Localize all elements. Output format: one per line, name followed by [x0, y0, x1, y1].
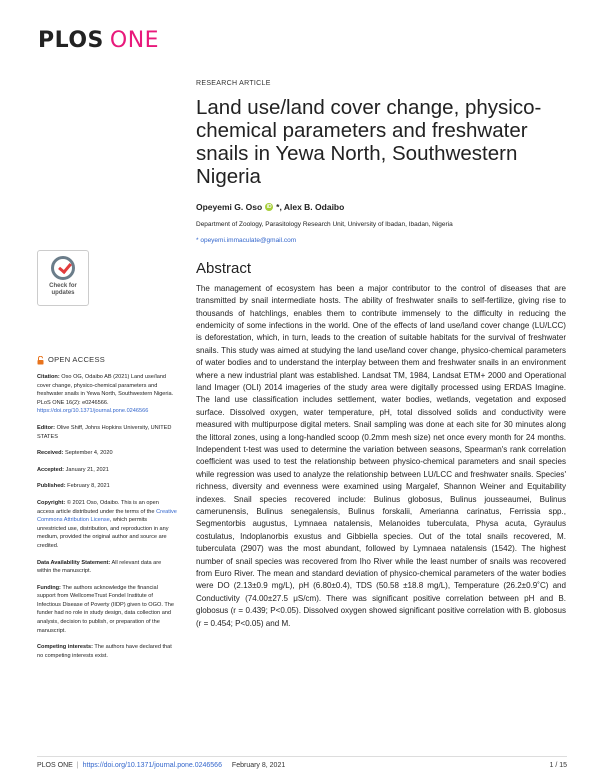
citation-label: Citation:: [37, 374, 60, 380]
citation: [37, 373, 177, 416]
open-access-label: OPEN ACCESS: [48, 355, 106, 365]
article-title: Land use/land cover change, physico-chemical parameters and freshwater snails in Yewa North, Southwestern Nigeria: [196, 96, 542, 188]
received-label: Received:: [37, 450, 64, 457]
editor-label: Editor:: [37, 424, 56, 431]
author-rest: *, Alex B. Odaibo: [276, 201, 345, 212]
editor-text: Olive Shiff, Johns Hopkins University, UNITED STATES: [37, 424, 172, 440]
accepted-date: January 21, 2021: [65, 466, 109, 473]
check-for-updates-icon: [51, 256, 75, 280]
accepted: [37, 466, 177, 475]
article-main: [196, 80, 566, 630]
page-footer: [37, 762, 567, 769]
affiliation: Department of Zoology, Parasitology Research Unit, University of Ibadan, Ibadan, Nigeria: [196, 220, 453, 228]
footer-doi-link[interactable]: https://doi.org/10.1371/journal.pone.0246566: [82, 762, 222, 769]
received: [37, 449, 177, 458]
published-date: February 8, 2021: [67, 483, 110, 490]
copyright-label: Copyright:: [37, 499, 66, 506]
badge-line2: updates: [51, 290, 75, 296]
copyright-text: © 2021 Oso, Odaibo. This is an open access article distributed under the terms of the: [37, 499, 159, 515]
received-date: September 4, 2020: [65, 450, 113, 457]
citation-doi-link[interactable]: https://doi.org/10.1371/journal.pone.0246566: [37, 408, 149, 415]
funding: [37, 584, 177, 636]
footer-date: February 8, 2021: [231, 762, 286, 769]
competing-label: Competing interests:: [37, 644, 93, 651]
author-first: Opeyemi G. Oso: [196, 201, 263, 212]
editor: [37, 424, 177, 441]
footer-divider: [37, 756, 567, 757]
citation-text: Oso OG, Odaibo AB (2021) Land use/land cover change, physico-chemical parameters and freshwater snails in Yewa North, Southwestern Nigeria. PLoS ONE 16(2): e0246566.: [37, 374, 174, 406]
abstract-heading: Abstract: [196, 259, 252, 277]
badge-label: [49, 283, 77, 297]
authors: [196, 202, 566, 212]
abstract-text: The management of ecosystem has been a major contributor to the control of diseases that are transmitted by snail intermediate hosts. The ability of freshwater snails to self-fertilize, giving rise to thousands of hatchlings, enables them to contribute immensely to the difficulty in reducing the endemicity of some infections in the world. One of the effects of land use/land cover change (LU/LCC) is deforestation, which, in turn, leads to the creation of suitable habitats for the survival of freshwater snails. This study was aimed at studying the land use/land cover change, physico-chemical parameters of water bodies and to understand the interplay between them and freshwater snails in an environment where a new industrial plant was established. Landsat TM, 1984, Landsat ETM+ 2000 and Operational land Imager (OLI) 2014 imageries of the study area were digitally processed using ERDAS Imagine. The land use classification includes settlement, water bodies, wetlands, vegetation and exposed surface. Dissolved oxygen, water temperature, pH, total dissolved solids and conductivity were measured with multipurpose digital meters. Snail sampling was done at each site for 30 minutes along the littoral zones, using a long-handled scoop (0.2mm mesh size) net once every month for 24 months. Independent t-test was used to determine the variation between seasons, Spearman's rank correlation coefficient was used to test the relationship between physico-chemical parameters and snail species while regression was used to analyze the relationship between LU/LCC and freshwater snails. Species' richness, diversity and evenness were examined using Margalef, Shannon Weiner and Equitability indexes. Snail species recovered include: Bulinus globosus, Bulinus jousseaumei, Bulinus camerunensis, Bulinus senegalensis, Bulinus forskalii, Amerianna carinatus, Ferrissia spp., Segmentorbis augustus, Lymnaea natalensis, Melanoides tuberculata, Physa acuta, Gyraulus costulatus, Indoplanorbis exustus and Gibbiella species. Out of the total snails recovered, M. tuberculata (2907) was the most abundant, followed by Lymnaea natalensis (1542). The highest number of snail species was recovered from Iho River while the least number of snails was recovered from Euro River. The mean and standard deviation of physico-chemical parameters of the water bodies were DO (2.13±0.9 mg/L), pH (6.80±0.4), TDS (50.58 ±18.8 mg/L), Temperature (26.2±0.9˚C) and Conductivity (74.00±27.5 μS/cm). There was significant positive correlation between pH and B. globosus (r = 0.439; P<0.05). Dissolved oxygen showed significant positive correlation with B. globosus (r = 0.454; P<0.05) and M.: [196, 283, 566, 628]
open-lock-icon: [37, 356, 44, 365]
badge-line1: Check for: [49, 283, 77, 289]
check-for-updates-badge[interactable]: [37, 250, 89, 306]
article-type: RESEARCH ARTICLE: [196, 80, 271, 87]
competing-interests: [37, 643, 177, 660]
open-access: [37, 356, 177, 365]
data-availability-text: All relevant data are within the manuscript.: [37, 559, 162, 575]
logo-plos: PLOS: [38, 28, 104, 53]
corresponding-email[interactable]: * opeyemi.immaculate@gmail.com: [196, 236, 297, 244]
copyright-text-2: , which permits unrestricted use, distribution, and reproduction in any medium, provided the original author and source are credited.: [37, 517, 169, 549]
copyright: [37, 499, 177, 551]
logo-one: ONE: [109, 28, 160, 53]
data-availability: [37, 559, 177, 576]
footer-separator-2: [226, 762, 228, 769]
footer-separator: |: [76, 762, 79, 769]
competing-text: The authors have declared that no competing interests exist.: [37, 644, 172, 659]
sidebar: [37, 356, 177, 668]
page-number: 1 / 15: [549, 762, 567, 769]
footer-journal: PLOS ONE: [37, 762, 73, 769]
footer-left: [37, 762, 285, 769]
published: [37, 482, 177, 491]
funding-label: Funding:: [37, 584, 61, 591]
accepted-label: Accepted:: [37, 466, 65, 473]
license-link[interactable]: Creative Commons Attribution License: [37, 508, 177, 524]
data-availability-label: Data Availability Statement:: [37, 559, 111, 566]
funding-text: The authors acknowledge the financial support from WellcomeTrust Fondel Institute of Infectious Disease of Poverty (IIDP) given to OGO. The funder had no role in study design, data collection and analysis, decision to publish, or preparation of the manuscript.: [37, 584, 175, 634]
published-label: Published:: [37, 483, 66, 490]
journal-logo: [38, 28, 159, 53]
orcid-icon[interactable]: iD: [266, 203, 272, 210]
